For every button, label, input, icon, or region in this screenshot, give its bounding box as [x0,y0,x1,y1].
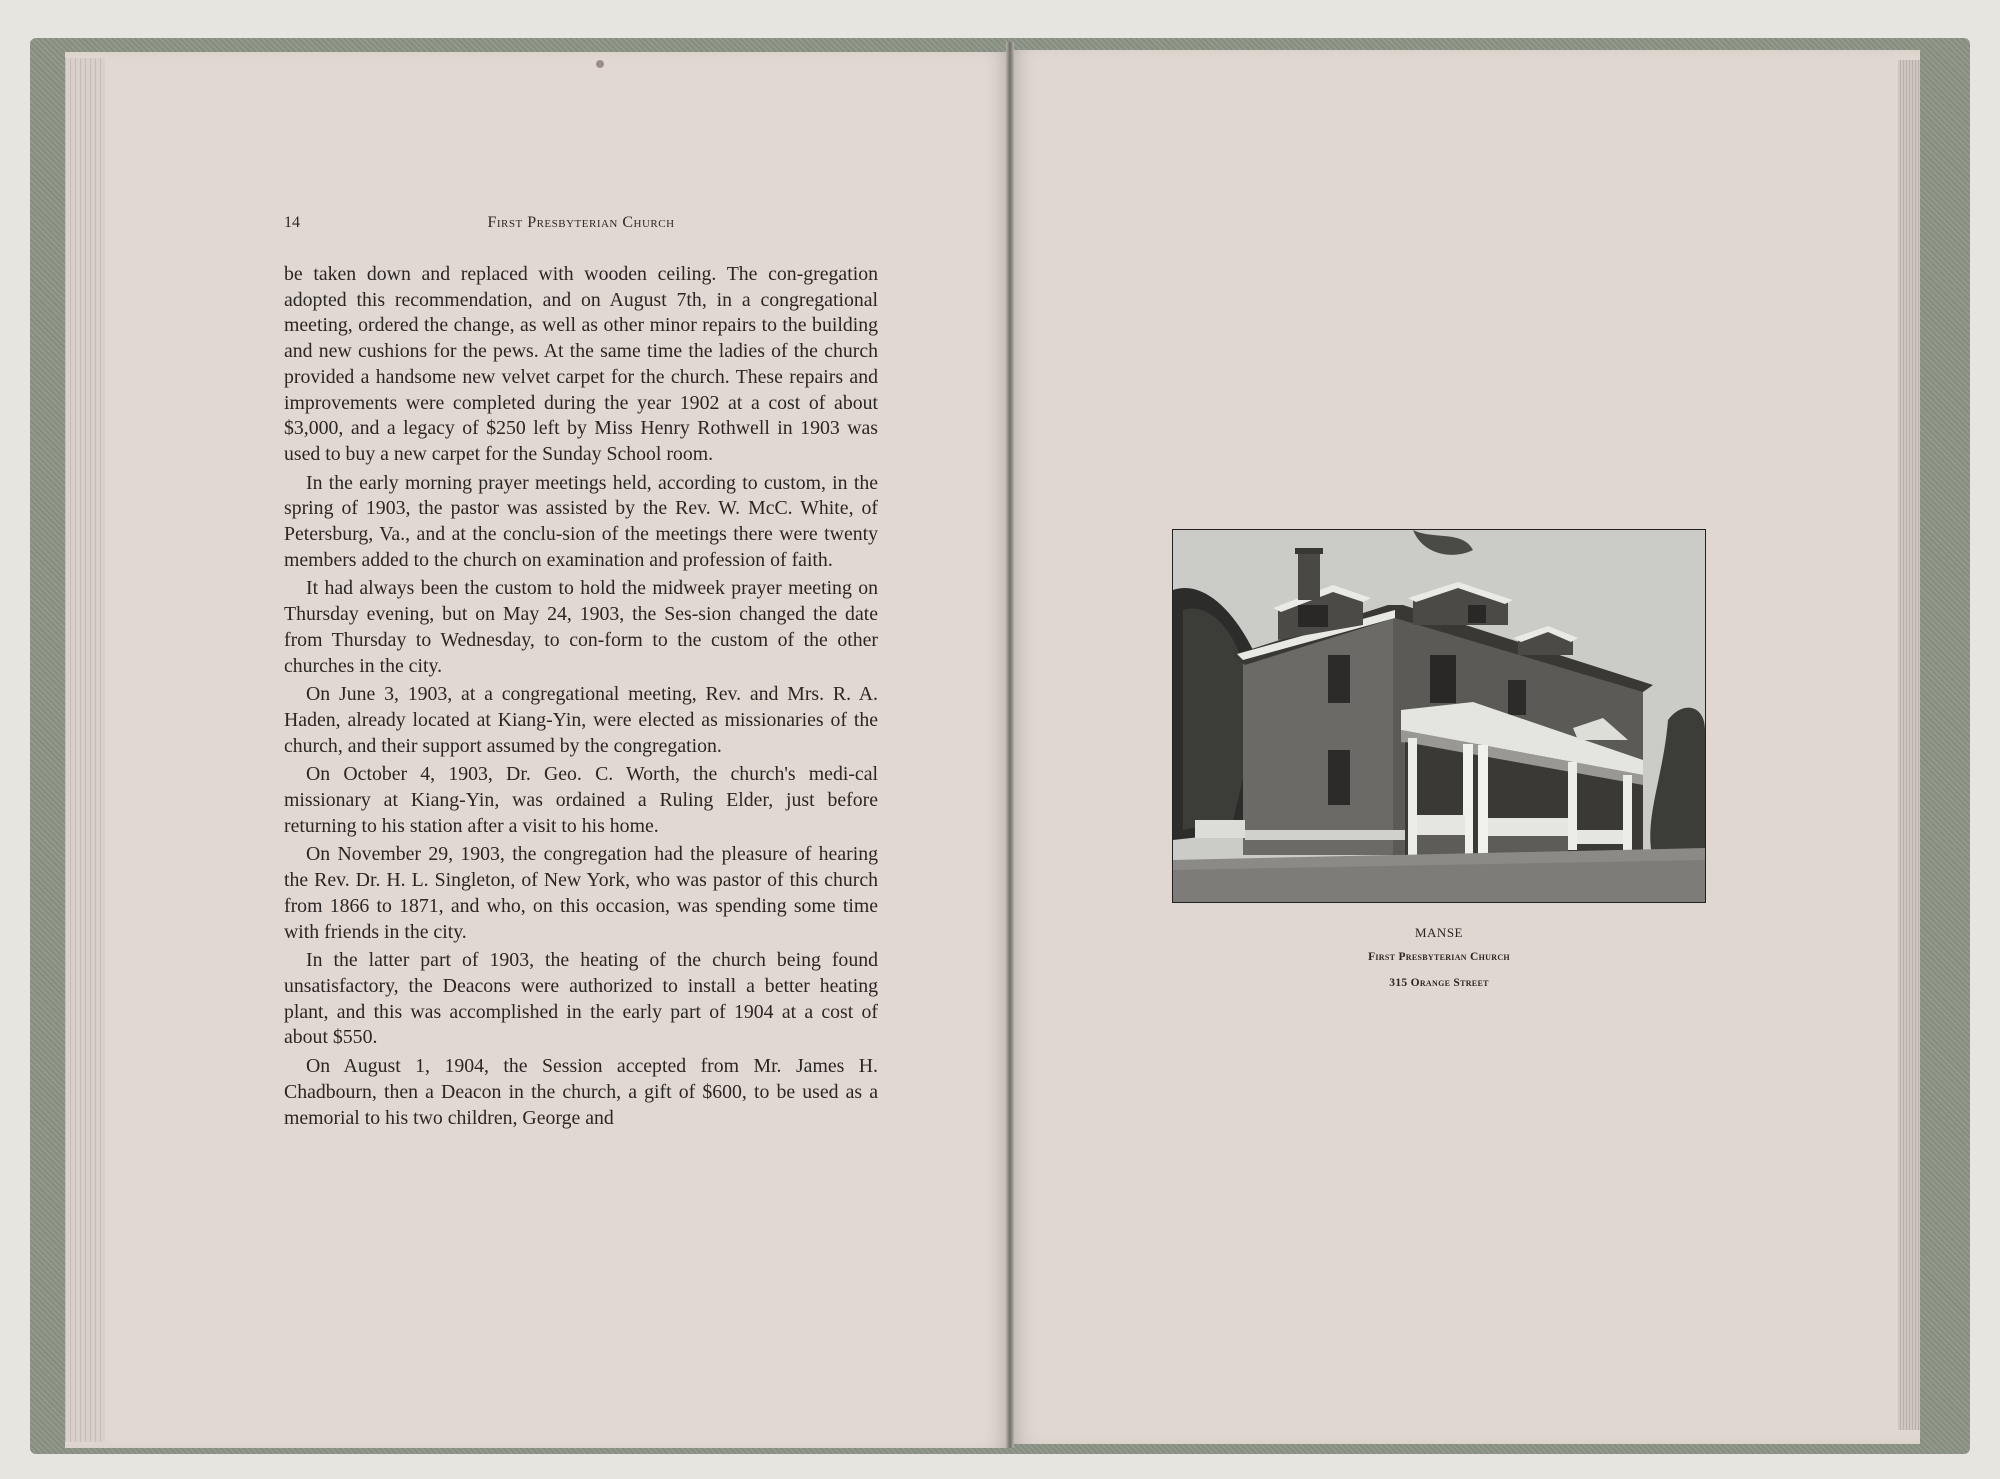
caption-church: First Presbyterian Church [1368,951,1510,963]
body-text [284,262,878,1134]
paragraph: be taken down and replaced with wooden ceiling. The con-gregation adopted this recommendation, and on August 7th, in a congregational meeting, ordered the change, as well as other minor repairs to the building and new cushions for the pews. At the same time the ladies of the church provided a handsome new velvet carpet for the church. These repairs and improvements were completed during the year 1902 at a cost of about $3,000, and a legacy of $250 left by Miss Henry Rothwell in 1903 was used to buy a new carpet for the Sunday School room. [284,263,878,465]
caption-address: 315 Orange Street [1389,977,1489,989]
paragraph: On November 29, 1903, the congregation had the pleasure of hearing the Rev. Dr. H. L. Singleton, of New York, who was pastor of this church from 1866 to 1871, and who, on this occasion, was spending some time with friends in the city. [284,843,878,943]
running-title: First Presbyterian Church [487,214,675,231]
paragraph: In the latter part of 1903, the heating of the church being found unsatisfactory, the Deacons were authorized to install a better heating plant, and this was accomplished in the early part of 1904 at a cost of about $550. [284,949,878,1049]
paragraph: On June 3, 1903, at a congregational meeting, Rev. and Mrs. R. A. Haden, already located at Kiang-Yin, were elected as missionaries of the church, and their support assumed by the congregation. [284,683,878,757]
page-edges-left [65,58,105,1442]
manse-house-illustration [1173,530,1705,902]
running-head [284,214,878,236]
caption-title: MANSE [1414,925,1463,940]
page-number: 14 [284,214,300,231]
paragraph: It had always been the custom to hold the midweek prayer meeting on Thursday evening, but on May 24, 1903, the Ses-sion changed the date from Thursday to Wednesday, to con-form to the custom of the other churches in the city. [284,577,878,677]
page-edges-right [1898,60,1920,1430]
paragraph: On October 4, 1903, Dr. Geo. C. Worth, the church's medi-cal missionary at Kiang-Yin, was ordained a Ruling Elder, just before returning to his station after a visit to his home. [284,763,878,837]
book-gutter [1006,42,1014,1448]
manse-photograph [1172,529,1706,903]
binding-hole [596,60,604,68]
paragraph: In the early morning prayer meetings held, according to custom, in the spring of 1903, the pastor was assisted by the Rev. W. McC. White, of Petersburg, Va., and at the conclu-sion of the meetings there were twenty members added to the church on examination and profession of faith. [284,471,878,571]
paragraph: On August 1, 1904, the Session accepted from Mr. James H. Chadbourn, then a Deacon in the church, a gift of $600, to be used as a memorial to his two children, George and [284,1055,878,1129]
